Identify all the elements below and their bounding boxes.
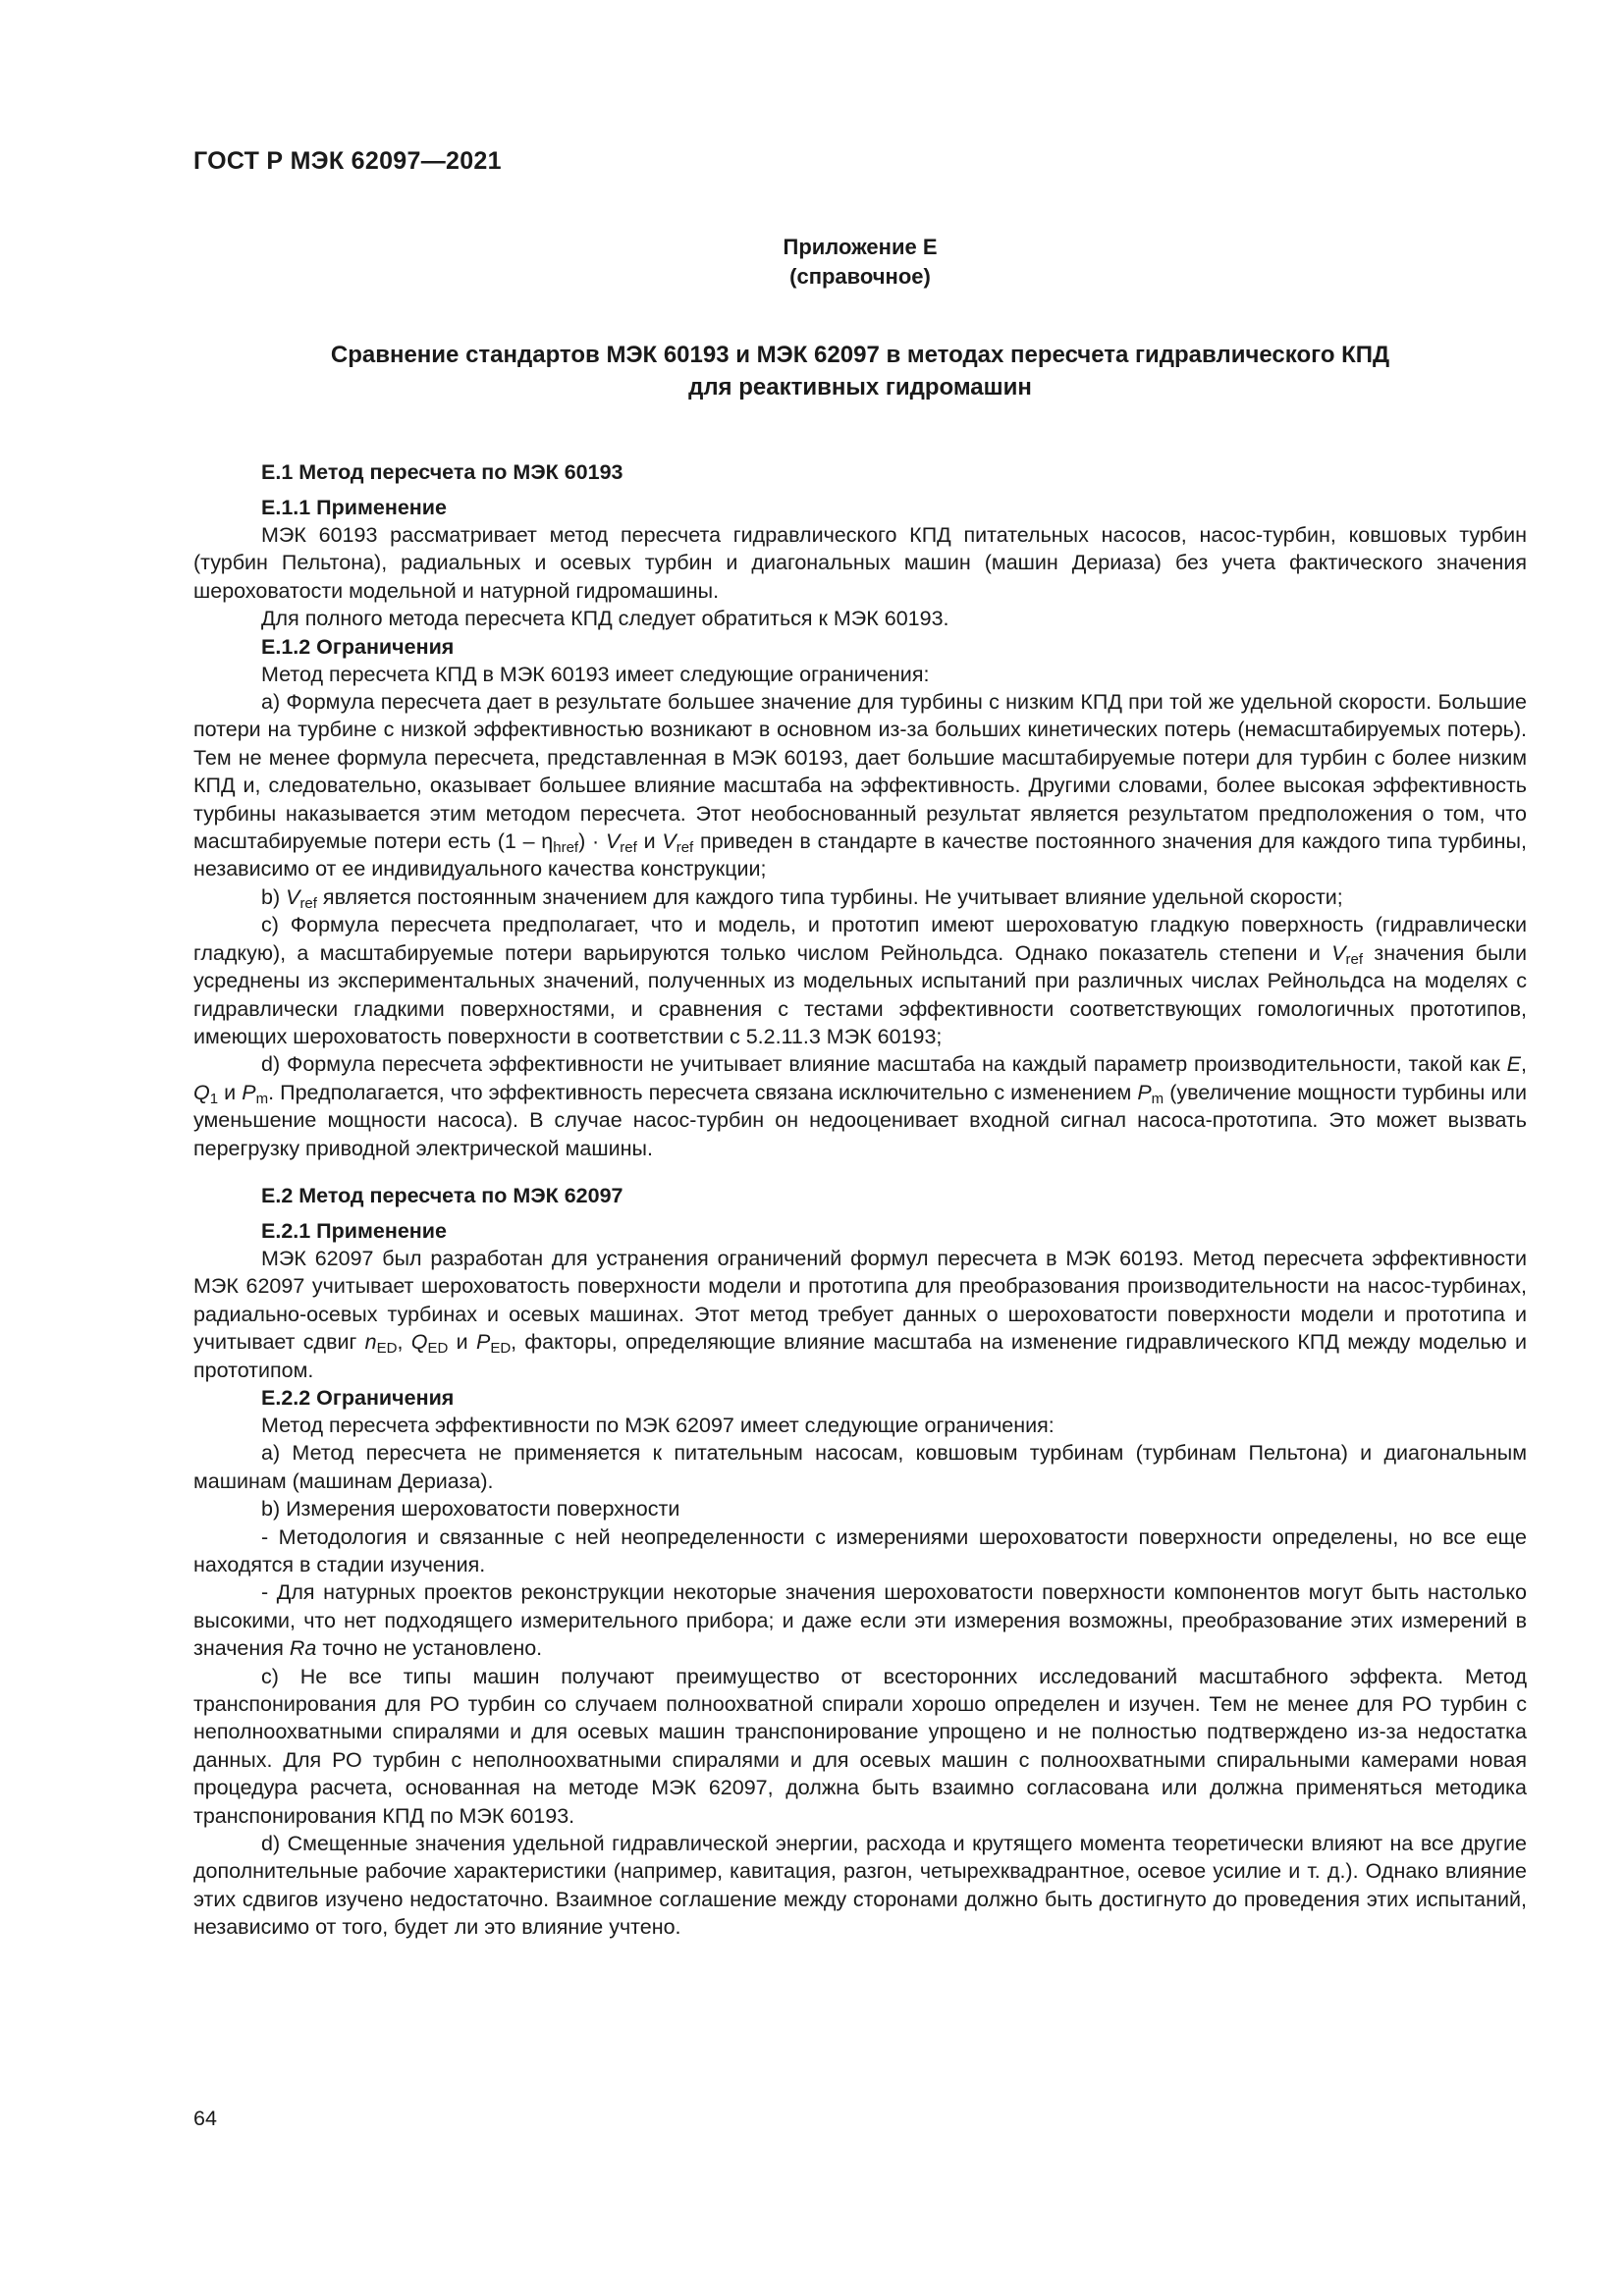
paragraph-e22-d: d) Смещенные значения удельной гидравлической энергии, расхода и крутящего момента теоретически влияют на все другие дополнительные рабочие характеристики (например, кавитация, разгон, четырехквадрантное, осевое усилие и т. д.). Однако влияние этих сдвигов изучено недостаточно. Взаимное соглашение между сторонами должно быть достигнуто до проведения этих испытаний, независимо от того, будет ли это влияние учтено. [193, 1832, 1527, 1940]
page-number: 64 [193, 2107, 217, 2130]
annex-heading [193, 339, 1527, 403]
paragraph-e22-a: a) Метод пересчета не применяется к питательным насосам, ковшовым турбинам (турбинам Пельтона) и диагональным машинам (машинам Дериаза). [193, 1441, 1527, 1493]
document-page [193, 147, 1527, 1942]
annex-type: (справочное) [789, 264, 931, 289]
paragraph-e22-c: c) Не все типы машин получают преимущество от всесторонних исследований масштабного эффекта. Метод транспонирования для РО турбин со случаем полноохватной спирали хорошо определен и изучен. Тем не менее для РО турбин с неполноохватными спиралями и для осевых машин транспонирование упрощено и не полностью подтверждено из-за недостатка данных. Для РО турбин с неполноохватными спиралями и для осевых машин с полноохватными спиральными камерами новая процедура расчета, основанная на методе МЭК 62097, должна быть взаимно согласована или должна применяться методика транспонирования КПД по МЭК 60193. [193, 1664, 1527, 1828]
section-e11-heading: Е.1.1 Применение [261, 496, 447, 519]
paragraph-e12-intro: Метод пересчета КПД в МЭК 60193 имеет следующие ограничения: [261, 662, 930, 686]
section-e12-heading: Е.1.2 Ограничения [261, 634, 455, 659]
paragraph-e12-d: d) Формула пересчета эффективности не учитывает влияние масштаба на каждый параметр производительности, такой как E, $Q_1$ и $P_m$. Предполагается, что эффективность пересчета связана исключительно с изменением $P_m$ (увеличение мощности турбины или уменьшение мощности насоса). В случае насос-турбин он недооценивает входной сигнал насоса-прототипа. Это может вызвать перегрузку приводной электрической машины. [193, 1052, 1527, 1160]
paragraph-e11-2: Для полного метода пересчета КПД следует обратиться к МЭК 60193. [261, 607, 949, 631]
paragraph-e22-b: b) Измерения шероховатости поверхности [261, 1497, 680, 1522]
paragraph-e22-b-dash2: - Для натурных проектов реконструкции некоторые значения шероховатости поверхности компонентов могут быть настолько высокими, что нет подходящего измерительного прибора; и даже если эти измерения возможны, преобразование этих измерений в значения Ra точно не установлено. [193, 1580, 1527, 1661]
paragraph-e22-intro: Метод пересчета эффективности по МЭК 62097 имеет следующие ограничения: [261, 1413, 1055, 1437]
annex-heading-line2: для реактивных гидромашин [688, 374, 1032, 400]
section-e2-heading: Е.2 Метод пересчета по МЭК 62097 [261, 1183, 623, 1207]
paragraph-e12-c: c) Формула пересчета предполагает, что и модель, и прототип имеют шероховатую гладкую поверхность (гидравлически гладкую), а масштабируемые потери варьируются только числом Рейнольдса. Однако показатель степени и $V_{ref}$ значения были усреднены из экспериментальных значений, полученных из модельных испытаний при различных числах Рейнольдса на моделях с гидравлически гладкими поверхностями, и сравнения с тестами эффективности соответствующих гомологичных прототипов, имеющих шероховатость поверхности в соответствии с 5.2.11.3 МЭК 60193; [193, 913, 1527, 1048]
section-e22-heading: Е.2.2 Ограничения [261, 1385, 455, 1410]
annex-heading-line1: Сравнение стандартов МЭК 60193 и МЭК 62097 в методах пересчета гидравлического КПД [330, 342, 1390, 368]
document-code: ГОСТ Р МЭК 62097—2021 [193, 147, 502, 175]
paragraph-e11-1: МЭК 60193 рассматривает метод пересчета гидравлического КПД питательных насосов, насос-турбин, ковшовых турбин (турбин Пельтона), радиальных и осевых турбин и диагональных машин (машин Дериаза) без учета фактического значения шероховатости модельной и натурной гидромашины. [193, 523, 1527, 603]
paragraph-e12-a: a) Формула пересчета дает в результате большее значение для турбины с низким КПД при той же удельной скорости. Большие потери на турбине с низкой эффективностью возникают в основном из-за больших кинетических потерь (немасштабируемых потерь). Тем не менее формула пересчета, представленная в МЭК 60193, дает большие масштабируемые потери для турбин с более низким КПД и, следовательно, оказывает большее влияние масштаба на эффективность. Другими словами, более высокая эффективность турбины наказывается этим методом пересчета. Этот необоснованный результат является результатом предположения о том, что масштабируемые потери есть $(1 - \eta_{href}) \cdot V_{ref}$ и $V_{ref}$ приведен в стандарте в качестве постоянного значения для каждого типа турбины, независимо от ее индивидуального качества конструкции; [193, 690, 1527, 881]
annex-title: Приложение Е [783, 235, 938, 259]
paragraph-e12-b: b) $V_{ref}$ является постоянным значением для каждого типа турбины. Не учитывает влияние удельной скорости; [261, 884, 1343, 912]
paragraph-e22-b-dash1: - Методология и связанные с ней неопределенности с измерениями шероховатости поверхности определены, но все еще находятся в стадии изучения. [193, 1524, 1527, 1576]
section-e21-heading: Е.2.1 Применение [261, 1218, 447, 1243]
paragraph-e21-1: МЭК 62097 был разработан для устранения ограничений формул пересчета в МЭК 60193. Метод пересчета эффективности МЭК 62097 учитывает шероховатость поверхности модели и прототипа для преобразования производительности на насос-турбинах, радиально-осевых турбинах и осевых машинах. Этот метод требует данных о шероховатости поверхности модели и прототипа и учитывает сдвиг $n_{ED}$, $Q_{ED}$ и $P_{ED}$, факторы, определяющие влияние масштаба на изменение гидравлического КПД между моделью и прототипом. [193, 1246, 1527, 1382]
section-e1-heading: Е.1 Метод пересчета по МЭК 60193 [261, 460, 623, 484]
